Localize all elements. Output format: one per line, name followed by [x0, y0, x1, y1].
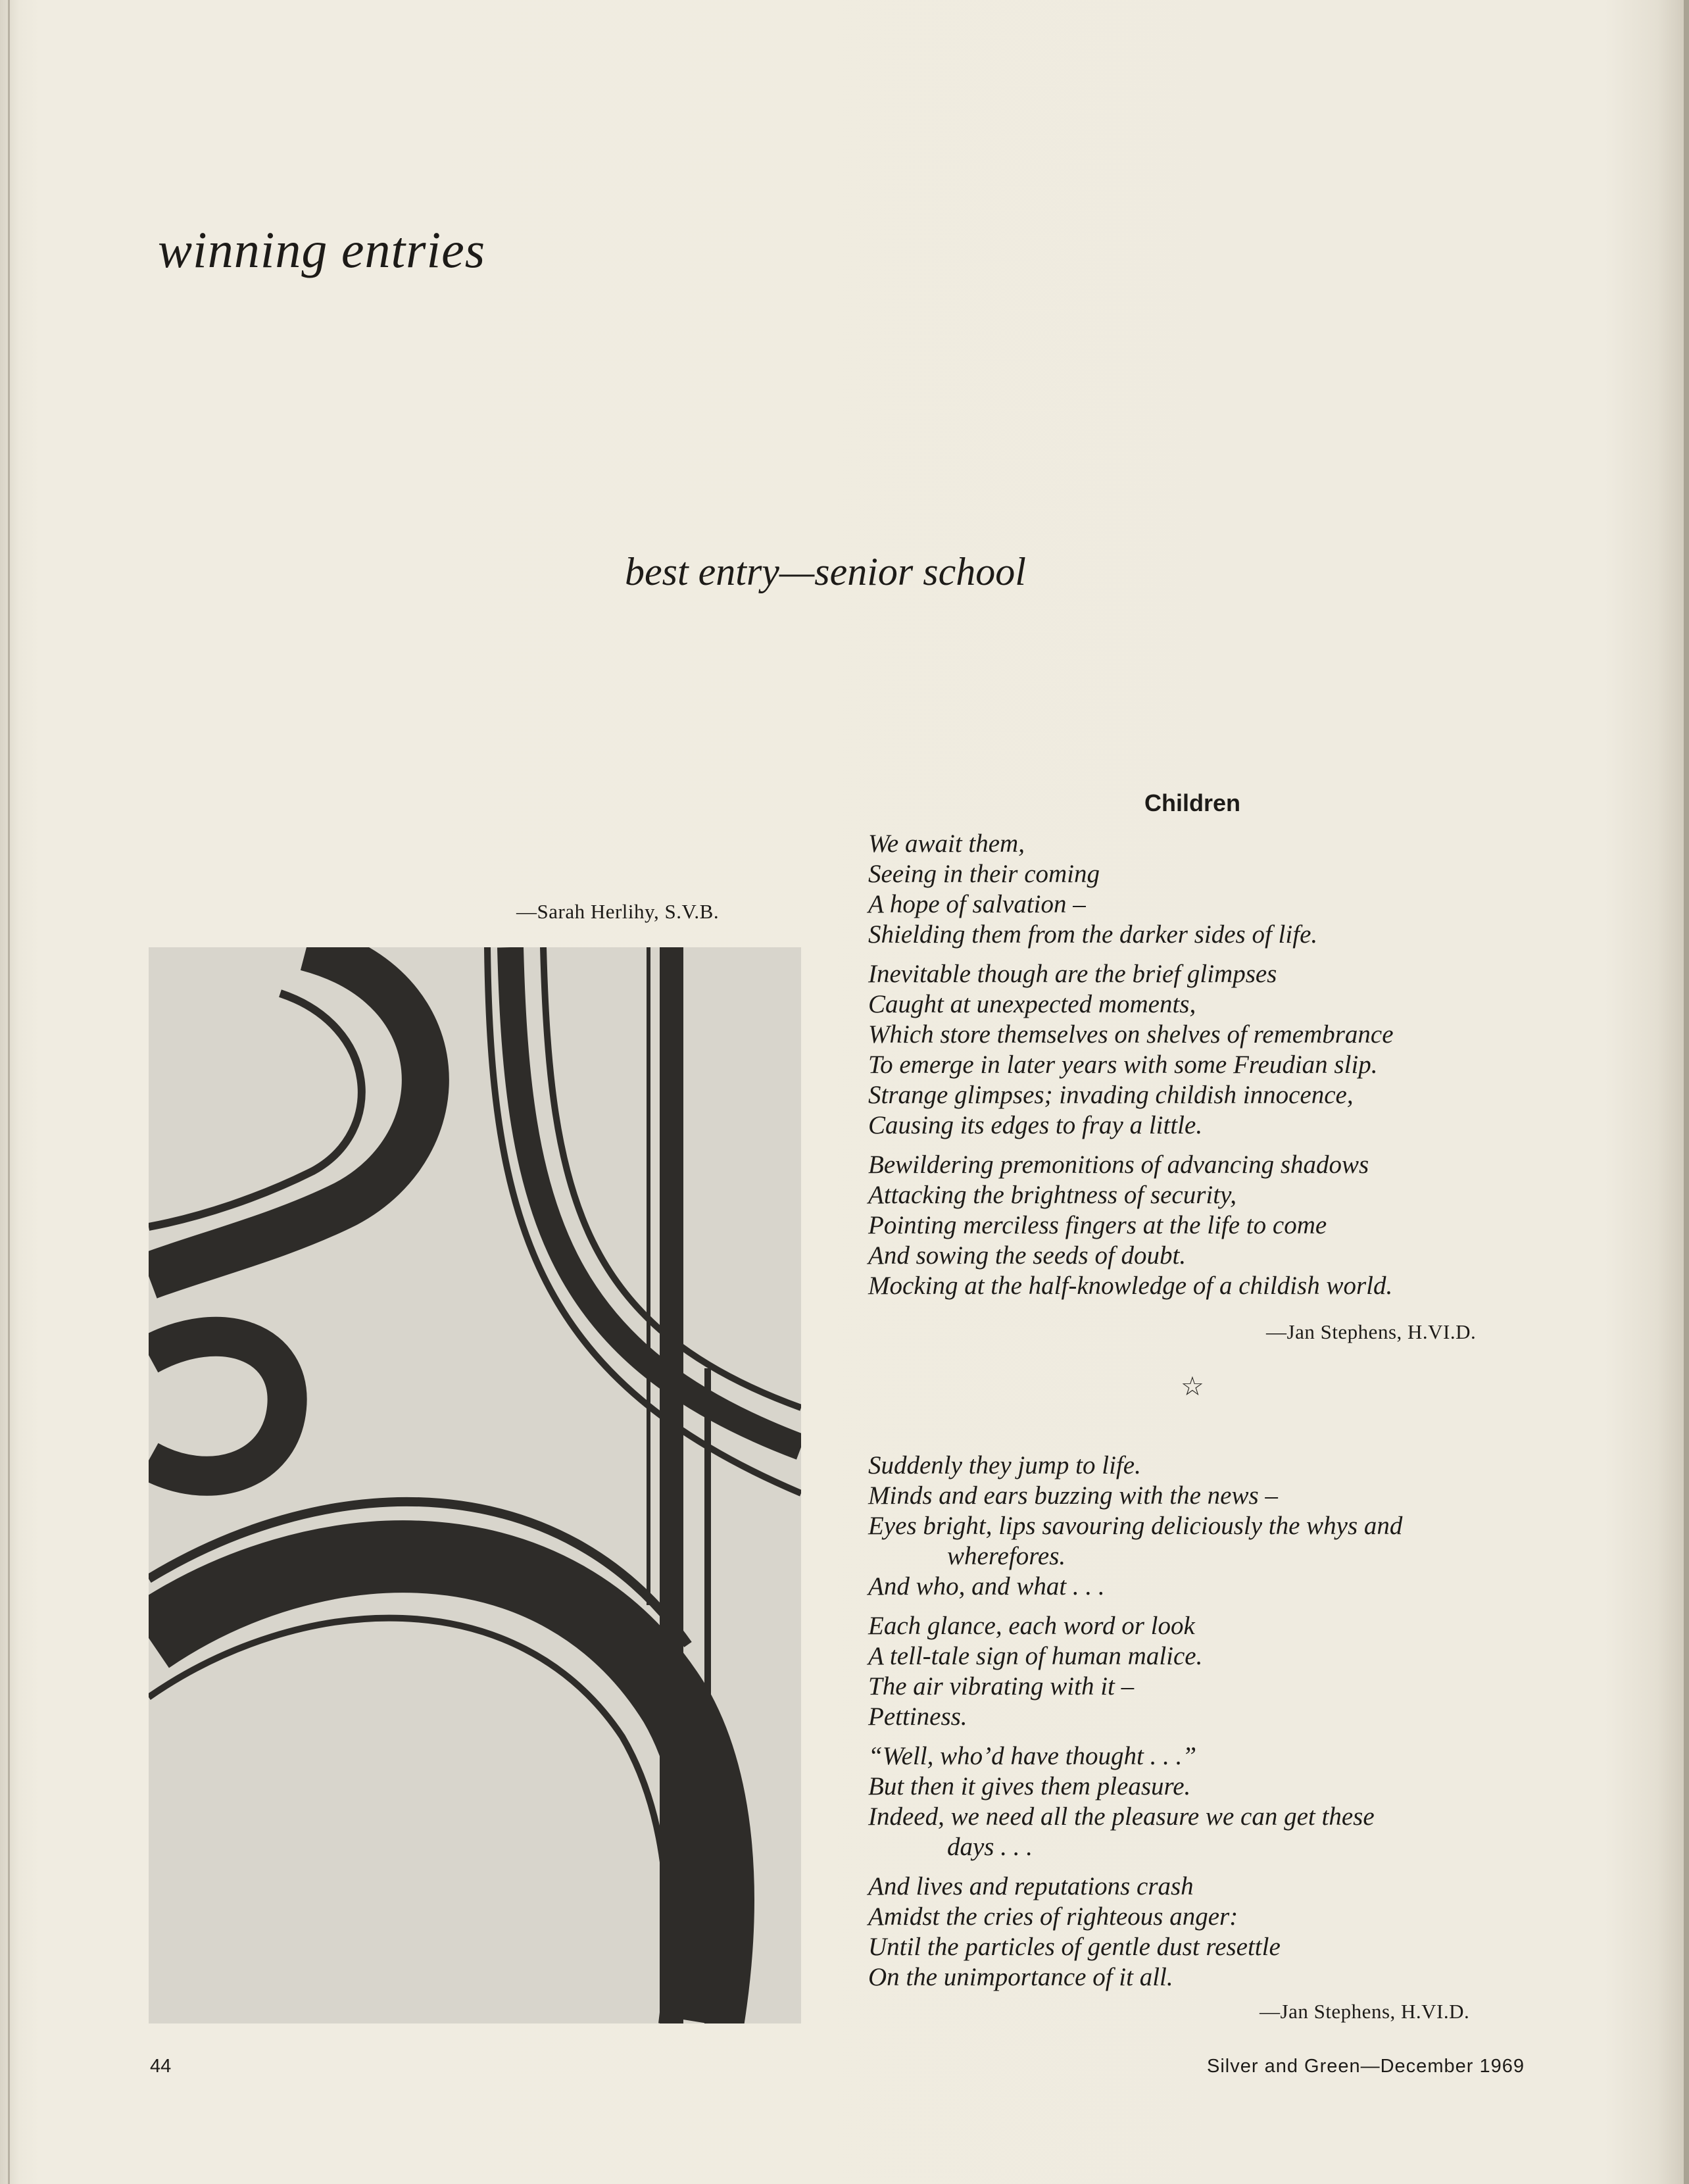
- stanza: [868, 1741, 1526, 1862]
- artwork-image: [149, 947, 801, 2023]
- poem-line: Attacking the brightness of security,: [868, 1181, 1236, 1209]
- poem-line: Pointing merciless fingers at the life to come: [868, 1211, 1327, 1239]
- stanza: [868, 1872, 1526, 1993]
- poem-one-author: —Jan Stephens, H.VI.D.: [1266, 1320, 1477, 1343]
- poem-line: Amidst the cries of righteous anger:: [868, 1902, 1238, 1931]
- stanza: [868, 959, 1526, 1141]
- stanza: [868, 829, 1526, 950]
- poem-line: Seeing in their coming: [868, 860, 1100, 888]
- poem-line: And who, and what . . .: [868, 1572, 1105, 1601]
- abstract-artwork: [149, 947, 801, 2023]
- page-right-edge: [1684, 0, 1689, 2184]
- poem-line: We await them,: [868, 830, 1025, 858]
- binding-edge: [8, 0, 10, 2184]
- poem-line: The air vibrating with it –: [868, 1672, 1135, 1700]
- poem-title: Children: [1144, 789, 1241, 816]
- poem-line: On the unimportance of it all.: [868, 1963, 1173, 1991]
- poem-line: But then it gives them pleasure.: [868, 1772, 1191, 1800]
- poem-line: “Well, who’d have thought . . .”: [868, 1742, 1197, 1770]
- category-subtitle: best entry—senior school: [625, 550, 1026, 593]
- poem-one-body: [868, 829, 1526, 1310]
- poem-line: And sowing the seeds of doubt.: [868, 1241, 1187, 1270]
- poem-line: And lives and reputations crash: [868, 1872, 1194, 1900]
- poem-line: To emerge in later years with some Freudian slip.: [868, 1051, 1378, 1079]
- poem-line: Pettiness.: [868, 1702, 967, 1731]
- poem-line: Inevitable though are the brief glimpses: [868, 960, 1277, 988]
- poem-line: Suddenly they jump to life.: [868, 1451, 1141, 1479]
- poem-line: Each glance, each word or look: [868, 1612, 1195, 1640]
- poem-line: Causing its edges to fray a little.: [868, 1111, 1203, 1139]
- stanza: [868, 1611, 1526, 1732]
- artwork-credit: —Sarah Herlihy, S.V.B.: [516, 900, 720, 923]
- poem-line: Indeed, we need all the pleasure we can get these: [868, 1802, 1375, 1831]
- poem-line: A tell-tale sign of human malice.: [868, 1642, 1203, 1670]
- stanza: [868, 1150, 1526, 1301]
- poem-line: Strange glimpses; invading childish innocence,: [868, 1081, 1354, 1109]
- section-title: winning entries: [158, 221, 486, 278]
- star-outline-icon: ☆: [1181, 1372, 1204, 1402]
- poem-line: Shielding them from the darker sides of life.: [868, 920, 1318, 949]
- poem-line: Caught at unexpected moments,: [868, 990, 1196, 1018]
- poem-two-body: [868, 1451, 1526, 2002]
- page-number: 44: [150, 2056, 172, 2077]
- poem-line: Minds and ears buzzing with the news –: [868, 1481, 1278, 1510]
- poem-line: Mocking at the half-knowledge of a childish world.: [868, 1272, 1393, 1300]
- poem-two-author: —Jan Stephens, H.VI.D.: [1260, 2000, 1470, 2023]
- publication-footer: Silver and Green—December 1969: [1207, 2056, 1525, 2077]
- poem-line: days . . .: [947, 1833, 1033, 1861]
- poem-line: Until the particles of gentle dust resettle: [868, 1933, 1281, 1961]
- poem-line: Which store themselves on shelves of remembrance: [868, 1020, 1394, 1049]
- stanza: [868, 1451, 1526, 1602]
- poem-line: A hope of salvation –: [868, 890, 1086, 918]
- poem-line: Eyes bright, lips savouring deliciously the whys and: [868, 1512, 1403, 1540]
- poem-line: wherefores.: [947, 1542, 1066, 1570]
- poem-line: Bewildering premonitions of advancing shadows: [868, 1151, 1369, 1179]
